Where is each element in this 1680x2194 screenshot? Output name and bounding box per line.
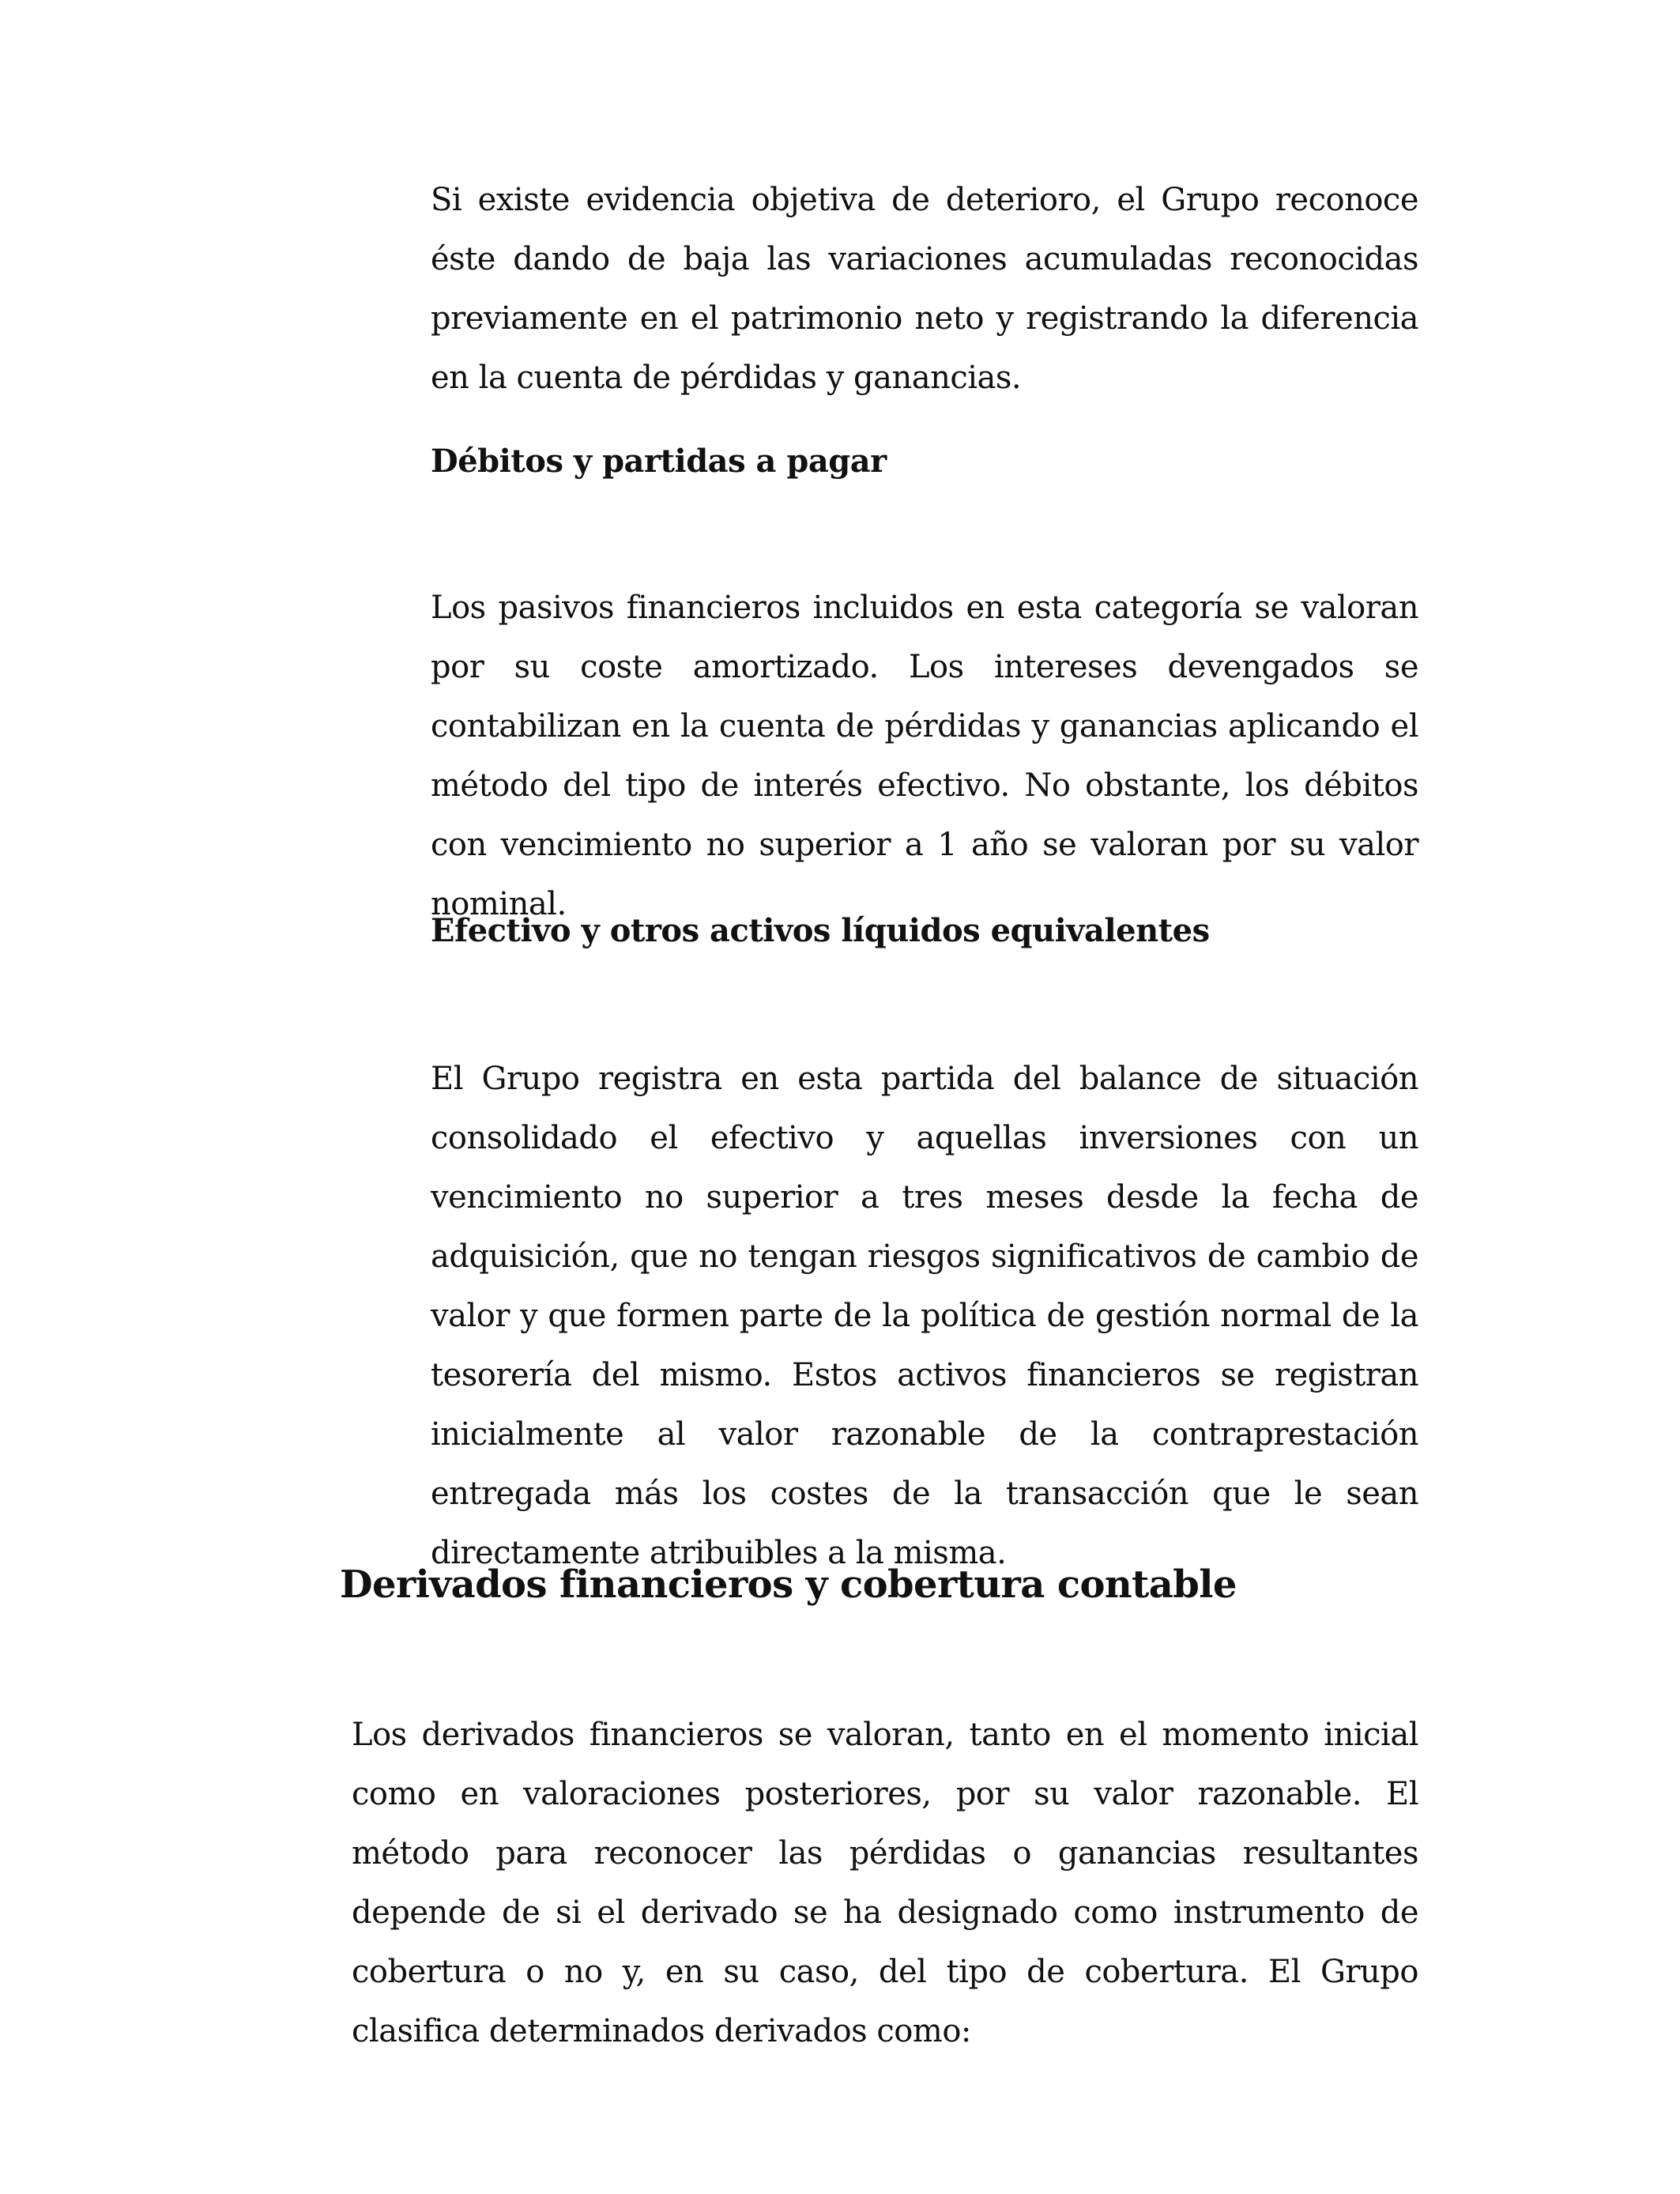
paragraph-cash-equivalents: El Grupo registra en esta partida del balance de situación consolidado el efectivo y aquellas inversiones con un vencimiento no superior a tres meses desde la fecha de adquisición, que no tengan riesgos significativos de cambio de valor y que formen parte de la política de gestión normal de la tesorería del mismo. Estos activos financieros se registran inicialmente al valor razonable de la contraprestación entregada más los costes de la transacción que le sean directamente atribuibles a la misma. <box>431 1061 1418 1571</box>
subheading-debts-payables: Débitos y partidas a pagar <box>431 443 887 480</box>
paragraph-impairment: Si existe evidencia objetiva de deterioro, el Grupo reconoce éste dando de baja las variaciones acumuladas reconocidas previamente en el patrimonio neto y registrando la diferencia en la cuenta de pérdidas y ganancias. <box>431 182 1418 396</box>
subheading-cash-equivalents: Efectivo y otros activos líquidos equivalentes <box>431 912 1210 949</box>
section-heading-derivatives: Derivados financieros y cobertura contable <box>340 1563 1237 1607</box>
paragraph-derivatives: Los derivados financieros se valoran, tanto en el momento inicial como en valoraciones posteriores, por su valor razonable. El método para reconocer las pérdidas o ganancias resultantes depende de si el derivado se ha designado como instrumento de cobertura o no y, en su caso, del tipo de cobertura. El Grupo clasifica determinados derivados como: <box>352 1717 1418 2049</box>
paragraph-financial-liabilities: Los pasivos financieros incluidos en esta categoría se valoran por su coste amortizado. Los intereses devengados se contabilizan en la cuenta de pérdidas y ganancias aplicando el método del tipo de interés efectivo. No obstante, los débitos con vencimiento no superior a 1 año se valoran por su valor nominal. <box>431 590 1418 922</box>
